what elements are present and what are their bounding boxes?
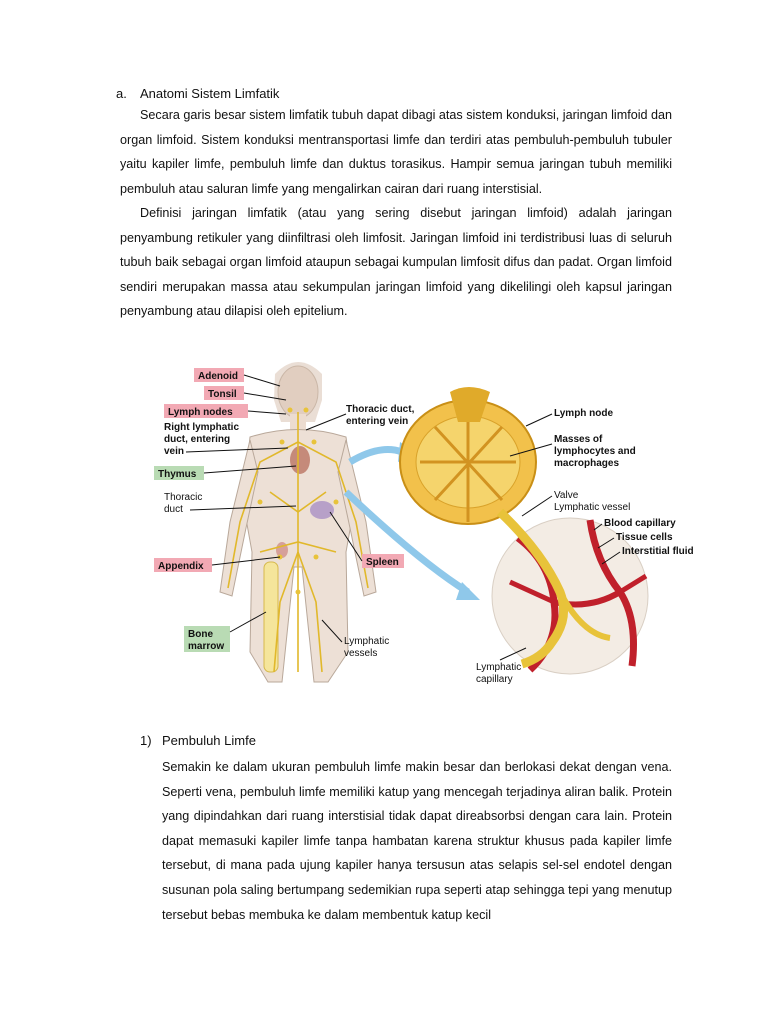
label-interstitial-fluid: Interstitial fluid — [622, 546, 694, 557]
label-lymph-nodes: Lymph nodes — [168, 407, 233, 418]
lymphatic-system-figure — [150, 352, 710, 692]
label-lymphatic-vessels-1: Lymphatic — [344, 636, 390, 647]
label-right-duct-3: vein — [164, 446, 185, 457]
label-lymphatic-capillary-2: capillary — [476, 674, 513, 685]
label-valve: Valve — [554, 490, 579, 501]
figure-illustration — [150, 352, 710, 692]
label-masses-1: Masses of — [554, 434, 603, 445]
label-tonsil: Tonsil — [208, 389, 237, 400]
label-thymus: Thymus — [158, 469, 197, 480]
label-spleen: Spleen — [366, 557, 399, 568]
label-blood-capillary: Blood capillary — [604, 518, 676, 529]
label-bone-2: marrow — [188, 641, 225, 652]
subsection-marker: 1) — [140, 733, 152, 748]
arrow-to-lymph-node — [350, 450, 402, 462]
label-right-duct-2: duct, entering — [164, 434, 231, 445]
label-bone-1: Bone — [188, 629, 213, 640]
label-tissue-cells: Tissue cells — [616, 532, 673, 543]
label-masses-2: lymphocytes and — [554, 446, 636, 457]
paragraph-3: Semakin ke dalam ukuran pembuluh limfe makin besar dan berlokasi dekat dengan vena. Seperti vena, pembuluh limfe memiliki katup yang mencegah terjadinya aliran balik. Protein yang dipindahkan dari ruang interstisial tidak dapat direabsorbsi dengan cara lain. Protein dapat memasuki kapiler limfe tanpa hambatan karena struktur khusus pada kapiler limfe tersebut, di mana pada ujung kapiler hanya tersusun atas selapis sel-sel endotel dengan susunan pola saling bertumpang sedemikian rupa seperti atap sehingga tepi yang menutup tersebut bebas membuka ke dalam membentuk katup kecil — [162, 760, 672, 922]
label-lymph-node: Lymph node — [554, 408, 614, 419]
paragraph-2: Definisi jaringan limfatik (atau yang sering disebut jaringan limfoid) adalah jaringan penyambung retikuler yang diinfiltrasi oleh limfosit. Jaringan limfoid ini terdistribusi luas di seluruh tubuh baik sebagai organ limfoid ataupun sebagai kumpulan limfosit difus dan padat. Organ limfoid sendiri merupakan massa atau sekumpulan jaringan limfoid yang dikelilingi oleh kapsul jaringan penyambung atau dilapisi oleh epitelium. — [120, 206, 672, 319]
label-thoracic-2: duct — [164, 504, 183, 515]
label-lymphatic-capillary-1: Lymphatic — [476, 662, 522, 673]
paragraph-1: Secara garis besar sistem limfatik tubuh dapat dibagi atas sistem konduksi, jaringan limfoid dan organ limfoid. Sistem konduksi mentransportasi limfe dan terdiri atas pembuluh-pembuluh tubuler yaitu kapiler limfe, pembuluh limfe dan duktus torasikus. Hampir semua jaringan tubuh memiliki pembuluh atau saluran limfe yang mengalirkan cairan dari ruang interstisial. — [120, 108, 673, 196]
label-masses-3: macrophages — [554, 458, 620, 469]
label-lymphatic-vessels-2: vessels — [344, 648, 378, 659]
label-thoracic-entering-1: Thoracic duct, — [346, 404, 415, 415]
label-right-duct-1: Right lymphatic — [164, 422, 240, 433]
lymph-node-illustration — [400, 387, 536, 524]
subsection-title: Pembuluh Limfe — [162, 733, 256, 748]
label-adenoid: Adenoid — [198, 371, 238, 382]
section-heading — [116, 86, 279, 101]
section-title: Anatomi Sistem Limfatik — [140, 86, 280, 101]
label-lymphatic-vessel: Lymphatic vessel — [554, 502, 631, 513]
subsection-heading — [140, 733, 256, 748]
section-marker: a. — [116, 86, 127, 101]
label-thoracic-entering-2: entering vein — [346, 416, 409, 427]
label-thoracic-1: Thoracic — [164, 492, 203, 503]
label-appendix: Appendix — [158, 561, 204, 572]
